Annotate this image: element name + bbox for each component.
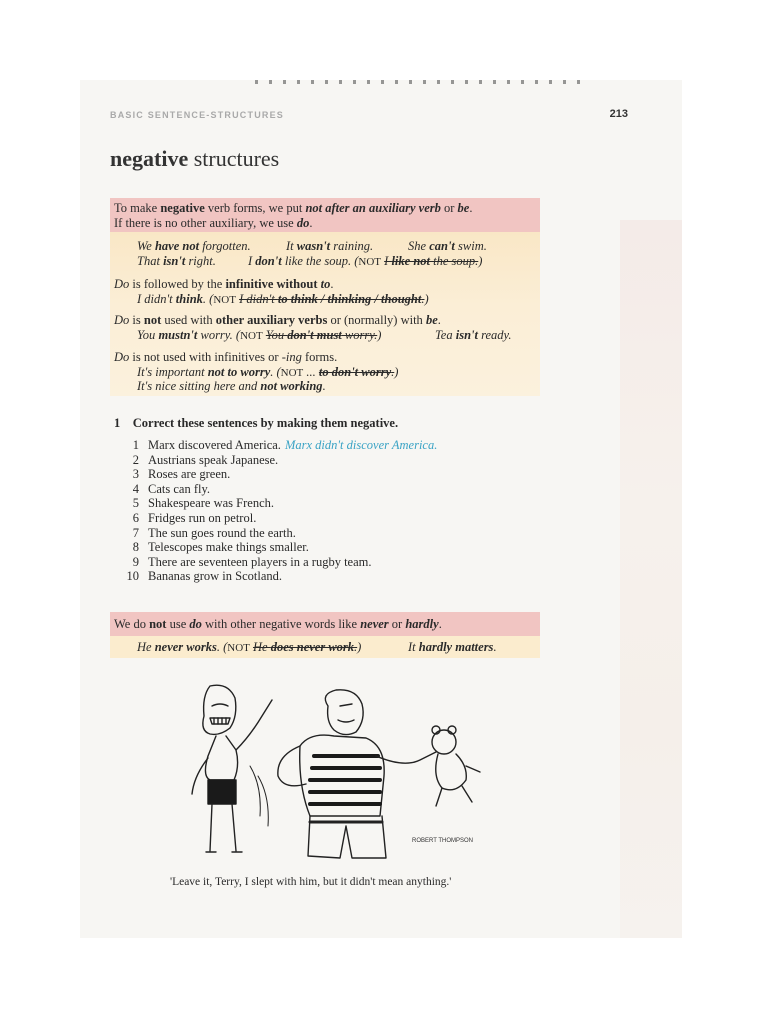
exercise-item-number: 6 [132,510,139,525]
exercise-item-number: 10 [126,569,139,584]
exercise-item-number: 9 [132,554,139,569]
example-wasnt: It wasn't raining. [286,239,374,253]
exercise-item-number: 2 [132,452,139,467]
example-have-not: We have not forgotten. [137,239,251,253]
exercise-item [114,482,437,497]
example-think: I didn't think. (NOT I didn't to think / thinking / thought.) [137,292,429,306]
rule-1-line-1: To make negative verb forms, we put not after an auxiliary verb or be. [114,201,473,215]
example-not-working: It's nice sitting here and not working. [137,379,326,393]
exercise-heading: 1 Correct these sentences by making them negative. [114,416,399,430]
exercise-item [114,467,437,482]
exercise-item-text: Bananas grow in Scotland. [148,569,283,584]
exercise-item-number: 1 [132,438,139,452]
exercise-item-text: There are seventeen players in a rugby team. [148,554,372,569]
top-binding-marks [255,80,585,84]
exercise-item-number: 7 [132,525,139,540]
exercise-item-text: Telescopes make things smaller. [148,540,309,555]
section-header: BASIC SENTENCE-STRUCTURES [110,110,285,120]
example-never-works: He never works. (NOT He does never work.) [137,640,362,654]
example-not-to-worry: It's important not to worry. (NOT ... to don't worry.) [137,365,399,379]
cartoon-illustration [180,676,520,866]
book-page [80,80,682,938]
exercise-item-number: 8 [132,540,139,555]
exercise-item-text: Cats can fly. [148,481,211,496]
exercise-item-text: Marx discovered America. [148,438,281,452]
bleed-through-shadow [620,220,682,938]
exercise-item [114,438,437,453]
exercise-item [114,511,437,526]
exercise-item-text: Roses are green. [148,467,231,482]
exercise-item-number: 4 [132,481,139,496]
exercise-item [114,555,437,570]
page-title: negative structures [110,146,280,171]
page-number: 213 [609,108,628,120]
example-dont: I don't like the soup. (NOT I like not the soup.) [248,254,483,268]
exercise-item-text: The sun goes round the earth. [148,525,296,540]
exercise-item-text: Shakespeare was French. [148,496,274,511]
exercise-item-number: 5 [132,496,139,511]
exercise-item-answer: Marx didn't discover America. [284,438,438,452]
rule-2: Do is followed by the infinitive without to. [114,277,334,291]
exercise-item [114,540,437,555]
example-cant: She can't swim. [408,239,487,253]
exercise-item [114,526,437,541]
example-isnt: That isn't right. [137,254,216,268]
exercise-item-number: 3 [132,467,139,482]
exercise-item [114,569,437,584]
exercise-item [114,496,437,511]
cartoon-caption: 'Leave it, Terry, I slept with him, but it didn't mean anything.' [170,876,452,888]
exercise-item-text: Austrians speak Japanese. [148,452,279,467]
exercise-item [114,453,437,468]
rule-3: Do is not used with other auxiliary verbs or (normally) with be. [114,313,441,327]
exercise-list [114,438,437,584]
exercise-item-text: Fridges run on petrol. [148,510,257,525]
rule-5: We do not use do with other negative words like never or hardly. [114,617,442,631]
rule-1-line-2: If there is no other auxiliary, we use do. [114,216,313,230]
example-hardly-matters: It hardly matters. [408,640,497,654]
rule-4: Do is not used with infinitives or -ing forms. [114,350,338,364]
cartoon-signature: ROBERT THOMPSON [412,838,474,844]
example-tea-isnt: Tea isn't ready. [435,328,512,342]
example-mustnt: You mustn't worry. (NOT You don't must worry.) [137,328,382,342]
